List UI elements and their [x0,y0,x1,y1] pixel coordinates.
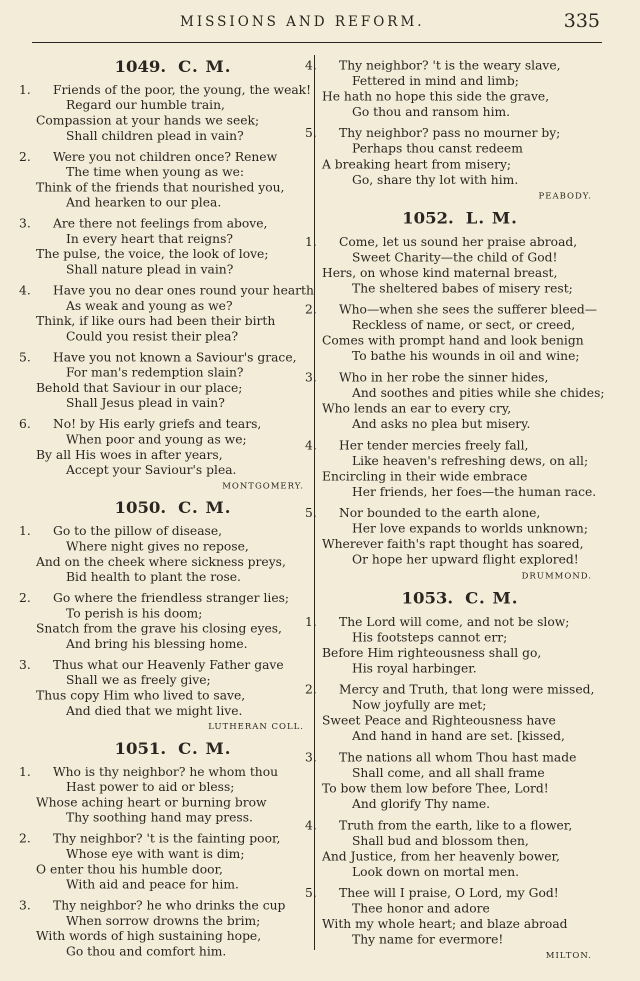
verse-text: Whose aching heart or burning brow [36,795,267,810]
hymn-author: PEABODY. [538,191,592,202]
verse-text: Before Him righteousness shall go, [322,646,542,660]
verse-line [36,298,310,313]
verse-line [305,438,598,454]
stanza [305,818,598,880]
verse-line [36,195,310,210]
hymn-number: 1051. [114,739,167,758]
verse-line [36,570,310,585]
stanza-number: 4. [305,58,317,73]
verse-text: Or hope her upward flight explored! [352,553,579,567]
verse-text: Nor bounded to the earth alone, [339,506,541,521]
left-column [19,50,314,965]
verse-text: Shall we as freely give; [66,673,211,688]
verse-text: Where night gives no repose, [66,539,249,554]
verse-text: The Lord will come, and not be slow; [339,615,570,629]
verse-text: The pulse, the voice, the look of love; [36,247,269,262]
verse-text: He hath no hope this side the grave, [322,89,550,104]
hymn-heading [36,58,310,77]
verse-line [305,614,598,630]
verse-text: Fettered in mind and limb; [352,74,519,88]
verse-line [305,506,598,522]
verse-text: O enter thou his humble door, [36,862,223,877]
verse-text: His footsteps cannot err; [352,630,508,645]
verse-line [305,818,598,834]
verse-line [19,657,310,672]
verse-line [36,913,310,928]
verse-line [322,281,598,297]
hymn-number: 1049. [114,57,167,76]
verse-text: Thus copy Him who lived to save, [36,688,246,703]
verse-line [36,673,310,688]
verse-text: To bathe his wounds in oil and wine; [352,349,580,364]
verse-line [36,231,310,246]
verse-text: Thy neighbor? he who drinks the cup [53,899,286,913]
verse-line [36,329,310,344]
verse-line [36,862,310,877]
hymn-number: 1050. [114,498,167,518]
verse-text: To perish is his doom; [66,606,203,621]
verse-text: And hand in hand are set. [kissed, [352,729,565,744]
verse-line [19,283,314,298]
verse-line [322,104,598,120]
verse-line [36,247,310,262]
stanza-number: 4. [305,438,317,453]
hymn-heading [36,499,310,518]
verse-text: With aid and peace for him. [66,878,239,892]
verse-line [322,630,598,646]
verse-text: And bring his blessing home. [66,637,248,651]
stanza-number: 2. [305,302,317,317]
hymn-meter: C. M. [178,498,232,518]
stanza-number: 5. [19,350,31,365]
stanza-number: 5. [305,506,317,521]
verse-line [36,877,310,892]
verse-text: Thy neighbor? 't is the fainting poor, [53,832,281,846]
hymn-author: MILTON. [545,951,592,962]
verse-text: Hast power to aid or bless; [66,780,235,795]
verse-line [19,82,312,97]
verse-text: Her friends, her foes—the human race. [352,485,597,499]
verse-line [36,606,310,621]
stanza-number: 3. [19,658,31,672]
stanza [305,234,598,296]
verse-text: Go to the pillow of disease, [53,524,223,539]
verse-text: Were you not children once? Renew [53,150,278,164]
verse-text: Who in her robe the sinner hides, [339,370,549,385]
hymn-heading [322,209,598,228]
verse-text: Go, share thy lot with him. [352,173,519,187]
verse-line [305,58,598,74]
verse-text: Sweet Charity—the child of God! [352,250,558,265]
verse-line [322,849,598,865]
verse-text: Reckless of name, or sect, or creed, [352,318,576,333]
verse-text: Think, if like ours had been their birth [36,314,276,328]
verse-line [305,302,598,318]
stanza [19,417,310,478]
verse-text: In every heart that reigns? [66,232,234,246]
verse-text: Whose eye with want is dim; [66,847,245,861]
verse-line [322,661,598,677]
verse-text: The sheltered babes of misery rest; [352,281,573,296]
stanza [19,283,314,344]
stanza [19,898,310,959]
verse-line [36,113,310,128]
verse-line [19,524,310,539]
stanza [305,126,598,188]
verse-text: Thy neighbor? pass no mourner by; [339,126,561,141]
hymn-author: LUTHERAN COLL. [208,722,304,732]
verse-text: Go thou and comfort him. [66,944,227,959]
verse-text: And glorify Thy name. [352,797,491,811]
verse-text: Thy name for evermore! [352,933,504,947]
right-column [305,50,605,965]
verse-text: Who lends an ear to every cry, [322,401,512,416]
verse-line [322,833,598,849]
verse-text: Go thou and ransom him. [352,105,511,119]
verse-line [322,89,598,105]
verse-text: Truth from the earth, like to a flower, [339,818,573,833]
stanza-number: 5. [305,126,317,141]
stanza-number: 2. [19,591,31,605]
hymn-heading [322,589,598,608]
verse-text: Compassion at your hands we seek; [36,113,260,128]
stanza [305,506,598,568]
verse-line [322,385,605,401]
verse-text: Shall bud and blossom then, [352,834,529,848]
verse-text: Go where the friendless stranger lies; [53,591,290,605]
verse-line [36,780,310,795]
verse-line [322,901,598,917]
verse-line [305,234,598,250]
verse-text: With words of high sustaining hope, [36,929,262,944]
stanza-number: 4. [305,818,317,833]
verse-line [322,172,598,188]
hymn-meter: C. M. [178,57,232,76]
verse-line [19,591,310,606]
hymn-meter: L. M. [465,208,518,228]
stanza-number: 1. [19,83,31,97]
verse-text: As weak and young as we? [66,299,233,313]
stanza [305,682,598,744]
verse-line [305,682,598,698]
verse-text: Thy soothing hand may press. [66,811,253,825]
verse-text: And soothes and pities while she chides; [352,386,605,400]
verse-text: Who—when she sees the sufferer bleed— [339,302,598,317]
verse-line [36,380,310,395]
verse-text: When poor and young as we; [66,433,247,447]
verse-text: Who is thy neighbor? he whom thou [53,765,279,779]
verse-text: Sweet Peace and Righteousness have [322,713,556,728]
verse-line [322,141,598,157]
stanza-number: 3. [305,750,317,765]
verse-line [36,314,310,329]
stanza [19,764,310,825]
verse-text: Bid health to plant the rose. [66,570,241,584]
verse-line [36,98,310,113]
running-header [0,12,640,40]
stanza-number: 4. [19,284,31,298]
stanza [19,591,310,652]
verse-text: To bow them low before Thee, Lord! [322,781,549,796]
verse-text: And died that we might live. [66,704,243,718]
stanza [19,82,312,143]
verse-line [322,401,598,417]
verse-text: Friends of the poor, the young, the weak! [53,83,312,97]
stanza-number: 3. [19,217,31,231]
verse-text: Mercy and Truth, that long were missed, [339,682,595,697]
verse-line [36,621,310,636]
hymn-number: 1052. [402,208,454,228]
verse-line [322,728,598,744]
verse-line [322,864,598,880]
verse-text: Shall Jesus plead in vain? [66,396,225,411]
verse-line [322,932,598,948]
stanza-number: 2. [19,832,31,846]
verse-line [36,463,310,478]
verse-line [322,484,598,500]
verse-text: Are there not feelings from above, [53,217,268,231]
verse-text: Shall children plead in vain? [66,129,244,143]
stanza [305,302,598,364]
verse-text: Shall come, and all shall frame [352,766,545,780]
verse-text: Think of the friends that nourished you, [36,180,285,195]
verse-line [322,265,598,281]
stanza-number: 2. [19,150,31,164]
verse-line [36,944,310,959]
hymn-meter: C. M. [465,588,519,608]
hymn-meter: C. M. [178,739,232,758]
verse-text: A breaking heart from misery; [322,157,512,172]
stanza [19,831,310,892]
verse-line [36,554,310,569]
verse-line [322,796,598,812]
verse-text: And Justice, from her heavenly bower, [322,849,560,864]
verse-line [305,370,598,386]
verse-text: Look down on mortal men. [352,865,520,879]
verse-text: Thee honor and adore [352,901,490,916]
verse-line [322,781,598,797]
stanza [305,370,605,432]
stanza [19,524,310,585]
verse-text: Behold that Saviour in our place; [36,381,243,395]
verse-line [36,432,310,447]
verse-line [322,73,598,89]
stanza [305,750,598,812]
verse-line [36,262,310,277]
hymn-heading [36,740,310,759]
verse-text: The time when young as we: [66,165,245,179]
verse-line [322,697,598,713]
verse-text: And on the cheek where sickness preys, [36,555,286,569]
verse-line [36,128,310,143]
verse-line [322,416,598,432]
verse-text: Comes with prompt hand and look benign [322,333,584,348]
verse-text: The nations all whom Thou hast made [339,750,577,765]
stanza-number: 3. [305,370,317,385]
verse-line [36,396,310,411]
verse-text: Thus what our Heavenly Father gave [53,658,284,672]
stanza-number: 6. [19,417,31,432]
verse-line [36,810,310,825]
verse-text: Regard our humble train, [66,98,225,113]
verse-line [322,349,598,365]
stanza-number: 5. [305,886,317,901]
hymn-number: 1053. [401,588,454,608]
page-number: 335 [563,10,600,32]
verse-text: And asks no plea but misery. [352,417,531,431]
verse-line [322,521,598,537]
stanza [19,149,310,210]
verse-line [19,149,310,164]
verse-line [322,713,598,729]
stanza-number: 2. [305,682,317,697]
hymn-continuation [305,58,598,202]
verse-line [19,831,310,846]
verse-text: His royal harbinger. [352,661,477,676]
verse-text: Like heaven's refreshing dews, on all; [352,454,589,468]
verse-text: Snatch from the grave his closing eyes, [36,622,282,636]
verse-line [36,795,310,810]
verse-text: When sorrow drowns the brim; [66,914,261,928]
verse-text: Have you no dear ones round your hearth [53,284,314,298]
verse-text: Wherever faith's rapt thought has soared, [322,537,584,552]
verse-line [322,157,598,173]
verse-text: Hers, on whose kind maternal breast, [322,266,558,280]
verse-line [36,539,310,554]
verse-line [322,250,598,266]
verse-line [36,447,310,462]
verse-text: Could you resist their plea? [66,329,239,344]
verse-line [19,350,310,365]
verse-line [322,453,598,469]
stanza-number: 1. [19,524,31,539]
verse-line [36,636,310,651]
verse-line [322,537,598,553]
verse-line [36,180,310,195]
verse-text: Now joyfully are met; [352,698,487,713]
stanza [305,614,598,676]
verse-text: Encircling in their wide embrace [322,469,528,484]
verse-line [36,688,310,703]
stanza-number: 1. [305,235,317,249]
verse-line [305,126,598,142]
verse-line [36,165,310,180]
stanza [305,886,598,948]
verse-line [36,703,310,718]
verse-text: Her love expands to worlds unknown; [352,522,588,536]
hymn-author: DRUMMOND. [521,571,592,582]
verse-line [36,929,310,944]
column-divider [314,55,315,950]
verse-text: For man's redemption slain? [66,366,244,380]
verse-line [305,886,598,902]
verse-line [36,365,310,380]
verse-text: No! by His early griefs and tears, [53,417,262,432]
header-rule [32,42,602,43]
stanza [19,657,310,718]
stanza-number: 1. [19,765,31,779]
verse-text: Come, let us sound her praise abroad, [339,235,578,249]
verse-text: By all His woes in after years, [36,448,223,462]
stanza [305,58,598,120]
verse-text: Her tender mercies freely fall, [339,438,529,453]
verse-line [322,469,598,485]
verse-line [322,765,598,781]
stanza-number: 1. [305,615,317,629]
verse-line [305,750,598,766]
verse-text: And hearken to our plea. [66,196,222,210]
verse-line [322,552,598,568]
verse-text: Thee will I praise, O Lord, my God! [339,886,559,901]
verse-line [322,333,598,349]
verse-line [322,318,598,334]
verse-line [322,645,598,661]
verse-line [19,764,310,779]
verse-text: With my whole heart; and blaze abroad [322,917,568,932]
verse-text: Thy neighbor? 't is the weary slave, [339,58,561,73]
stanza-number: 3. [19,899,31,913]
verse-line [322,917,598,933]
verse-line [19,898,310,913]
running-title: MISSIONS AND REFORM. [180,14,425,30]
verse-line [19,417,310,432]
verse-text: Shall nature plead in vain? [66,262,234,277]
stanza [19,216,310,277]
verse-line [36,847,310,862]
verse-line [19,216,310,231]
stanza [19,350,310,411]
hymn-author: MONTGOMERY. [222,481,304,492]
stanza [305,438,598,500]
verse-text: Perhaps thou canst redeem [352,142,523,156]
verse-text: Accept your Saviour's plea. [66,463,237,477]
verse-text: Have you not known a Saviour's grace, [53,350,297,365]
